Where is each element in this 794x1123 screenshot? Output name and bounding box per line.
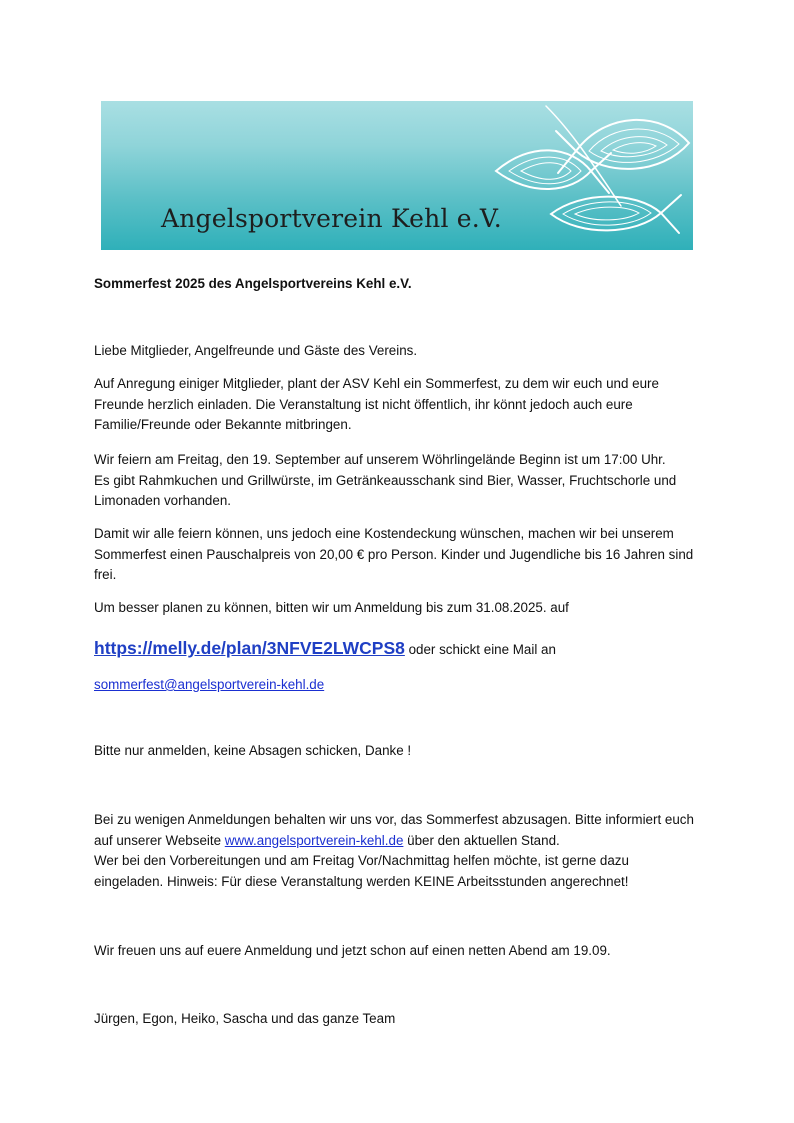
paragraph-details (94, 450, 700, 512)
text-line: Wer bei den Vorbereitungen und am Freitag Vor/Nachmittag helfen möchte, ist gerne dazu (94, 853, 629, 868)
text-line: Limonaden vorhanden. (94, 493, 231, 508)
page-title: Sommerfest 2025 des Angelsportvereins Kehl e.V. (94, 276, 412, 291)
text-line: Wir feiern am Freitag, den 19. September auf unserem Wöhrlingelände Beginn ist um 17:00 Uhr. (94, 452, 666, 467)
header-banner (101, 101, 693, 250)
text-line: Damit wir alle feiern können, uns jedoch eine Kostendeckung wünschen, machen wir bei unserem (94, 526, 674, 541)
text-line: über den aktuellen Stand. (403, 832, 560, 848)
text-line: Familie/Freunde oder Bekannte mitbringen. (94, 417, 352, 432)
text-line: auf unserer Webseite (94, 832, 225, 848)
email-link[interactable]: sommerfest@angelsportverein-kehl.de (94, 677, 325, 692)
text-line: Auf Anregung einiger Mitglieder, plant der ASV Kehl ein Sommerfest, zu dem wir euch und eure (94, 376, 659, 391)
text-line: eingeladen. Hinweis: Für diese Veranstaltung werden KEINE Arbeitsstunden angerechnet! (94, 873, 629, 889)
banner-title: Angelsportverein Kehl e.V. (161, 204, 502, 233)
text-line: Freunde herzlich einladen. Die Veranstaltung ist nicht öffentlich, ihr könnt jedoch auch eure (94, 396, 633, 412)
text-line: Sommerfest einen Pauschalpreis von 20,00 € pro Person. Kinder und Jugendliche bis 16 Jahren sind (94, 546, 694, 562)
registration-link[interactable]: https://melly.de/plan/3NFVE2LWCPS8 (94, 638, 405, 658)
text-line: frei. (94, 567, 117, 582)
paragraph-info (94, 810, 700, 892)
paragraph-price (94, 524, 700, 586)
text-line: Es gibt Rahmkuchen und Grillwürste, im Getränkeausschank sind Bier, Wasser, Fruchtschorle und (94, 472, 677, 488)
registration-after-link: oder schickt eine Mail an (404, 642, 556, 657)
greeting: Liebe Mitglieder, Angelfreunde und Gäste des Vereins. (94, 343, 418, 358)
paragraph-invitation (94, 374, 700, 436)
signature: Jürgen, Egon, Heiko, Sascha und das ganze Team (94, 1011, 396, 1026)
paragraph-registration: Um besser planen zu können, bitten wir um Anmeldung bis zum 31.08.2025. auf (94, 600, 569, 615)
closing: Wir freuen uns auf euere Anmeldung und jetzt schon auf einen netten Abend am 19.09. (94, 943, 611, 958)
registration-link-line (94, 636, 700, 662)
email-line (94, 675, 700, 696)
website-link[interactable]: www.angelsportverein-kehl.de (224, 832, 404, 848)
text-line: Bei zu wenigen Anmeldungen behalten wir uns vor, das Sommerfest abzusagen. Bitte informiert euch (94, 812, 694, 827)
note: Bitte nur anmelden, keine Absagen schicken, Danke ! (94, 743, 412, 758)
